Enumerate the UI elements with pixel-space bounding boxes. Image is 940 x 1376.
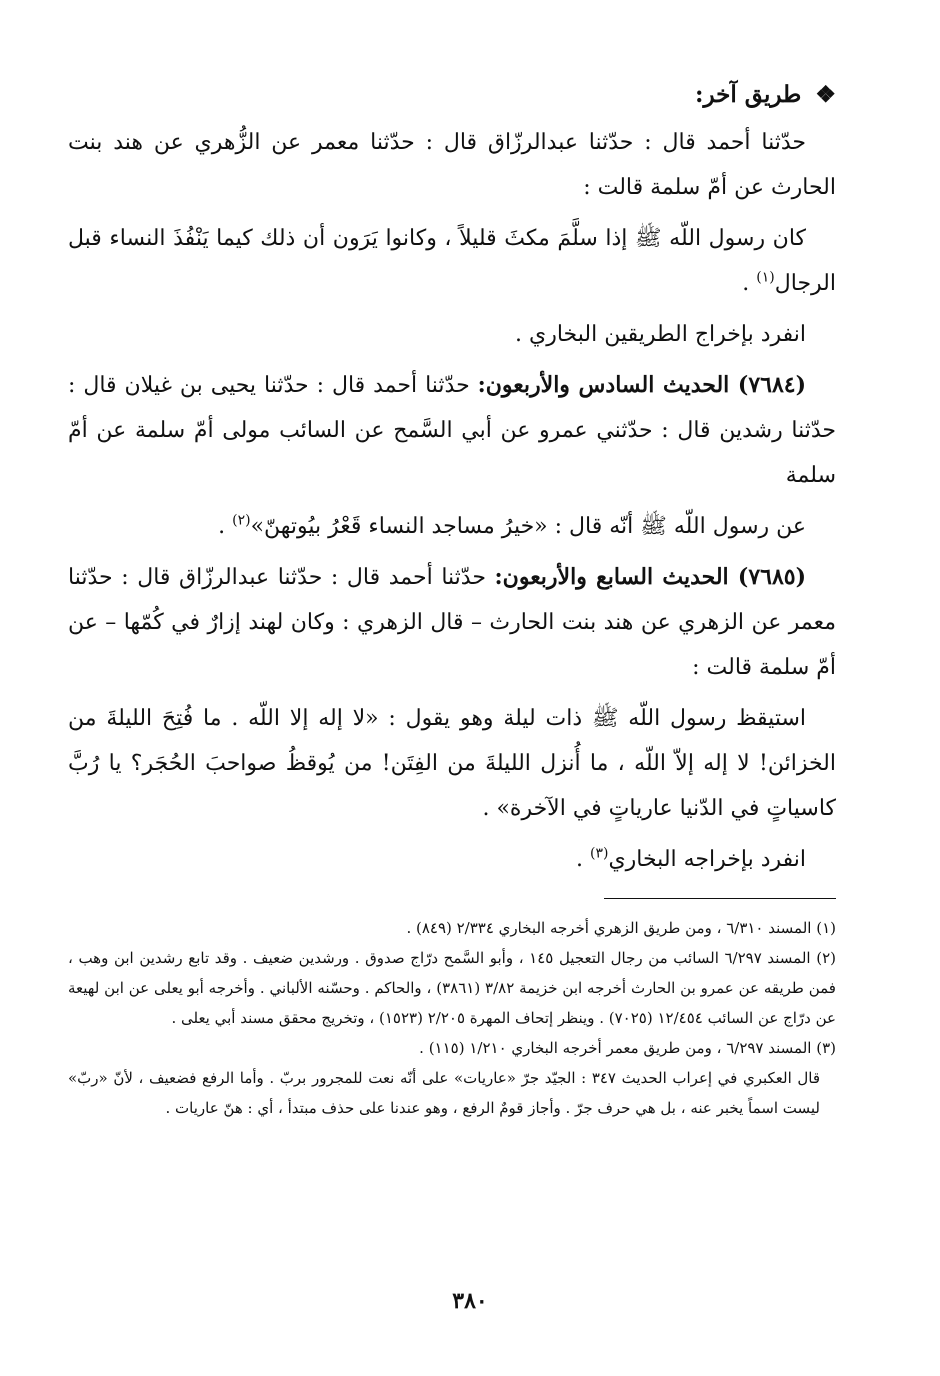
paragraph-hadith-47-text: استيقظ رسول اللّه ﷺ ذات ليلة وهو يقول : «لا إله إلا اللّه . ما فُتِحَ الليلةَ من الخزائن! لا إله إلاّ اللّه ، ما أُنزل الليلةَ من الفِتَن! من يُوقظُ صواحبَ الحُجَر؟ يا رُبَّ كاسياتٍ في الدّنيا عارياتٍ في الآخرة» .: [68, 706, 836, 821]
footnote-ref-2: (٢): [232, 512, 251, 529]
hadith-text-1-end: .: [742, 271, 757, 296]
footnote-divider: [604, 898, 836, 899]
hadith-46-end: .: [218, 514, 233, 539]
hadith-text-1: كان رسول اللّه ﷺ إذا سلَّمَ مكثَ قليلاً ، وكانوا يَرَون أن ذلك كيما يَنْفُذَ النساء قبل الرجال: [68, 226, 836, 296]
paragraph-hadith-46-text: [68, 504, 836, 549]
hadith-47-isnad: حدّثنا أحمد قال : حدّثنا عبدالرزّاق قال : حدّثنا معمر عن الزهري عن هند بنت الحارث – قال الزهري : وكان لهند إزارٌ في كُمّها – عن أمّ سلمة قالت :: [68, 565, 836, 680]
page-body: [68, 78, 836, 1336]
footnote-3: (٣) المسند ٦/٢٩٧ ، ومن طريق معمر أخرجه البخاري ١/٢١٠ (١١٥) .: [419, 1039, 836, 1057]
footnote-3-comment: قال العكبري في إعراب الحديث ٣٤٧ : الجيّد جرّ «عاريات» على أنّه نعت للمجرور بربّ . وأما الرفع فضعيف ، لأنّ «ربّ» ليست اسماً يخبر عنه ، بل هي حرف جرّ . وأجاز قومٌ الرفع ، وهو عندنا على حذف مبتدأ ، أي : هنّ عاريات .: [68, 1069, 820, 1117]
page-number: ٣٨٠: [452, 1288, 488, 1314]
paragraph-hadith-text-1: [68, 216, 836, 306]
paragraph-note-bukhari: انفرد بإخراج الطريقين البخاري .: [515, 322, 806, 347]
section-heading-title: طريق آخر:: [694, 81, 802, 108]
footnote-2: (٢) المسند ٦/٢٩٧ السائب من رجال التعجيل ١٤٥ ، وأبو السَّمح درّاج صدوق . ورشدين ضعيف . وقد تابع رشدين ابن وهب ، فمن طريقه عن عمرو بن الحارث أخرجه ابن خزيمة ٣/٨٢ (٣٨٦١) ، والحاكم . وحسّنه الألباني . وأخرجه أبو يعلى عن ابن لهيعة عن درّاج عن السائب ١٢/٤٥٤ (٧٠٢٥) . وينظر إتحاف المهرة ٢/٢٠٥ (١٥٢٣) ، وتخريج محقق مسند أبي يعلى .: [68, 949, 836, 1027]
footnote-ref-1: (١): [756, 269, 775, 286]
note-bukhari-2-text: انفرد بإخراجه البخاري: [608, 847, 806, 872]
paragraph-hadith-46: [68, 363, 836, 498]
footnote-ref-3: (٣): [589, 845, 609, 862]
diamond-bullet-icon: ❖: [815, 81, 836, 108]
hadith-46-label: (٧٦٨٤) الحديث السادس والأربعون:: [477, 372, 806, 398]
section-heading: [68, 78, 836, 112]
paragraph-hadith-47: [68, 555, 836, 690]
hadith-47-label: (٧٦٨٥) الحديث السابع والأربعون:: [494, 564, 806, 590]
note-bukhari-2-end: .: [575, 847, 590, 872]
footnote-1: (١) المسند ٦/٣١٠ ، ومن طريق الزهري أخرجه البخاري ٢/٣٣٤ (٨٤٩) .: [406, 919, 836, 937]
hadith-46-isnad: حدّثنا أحمد قال : حدّثنا يحيى بن غيلان قال : حدّثنا رشدين قال : حدّثني عمرو عن أبي السَّمح عن السائب مولى أمّ سلمة عن أمّ سلمة: [68, 373, 836, 488]
hadith-46-matn: عن رسول اللّه ﷺ أنّه قال : «خيرُ مساجد النساء قَعْرُ بيُوتهنّ»: [250, 514, 806, 539]
paragraph-note-bukhari-2: [68, 837, 836, 882]
footnotes: [68, 913, 836, 1123]
paragraph-isnad-1: حدّثنا أحمد قال : حدّثنا عبدالرزّاق قال : حدّثنا معمر عن الزُّهري عن هند بنت الحارث عن أمّ سلمة قالت :: [68, 130, 836, 200]
